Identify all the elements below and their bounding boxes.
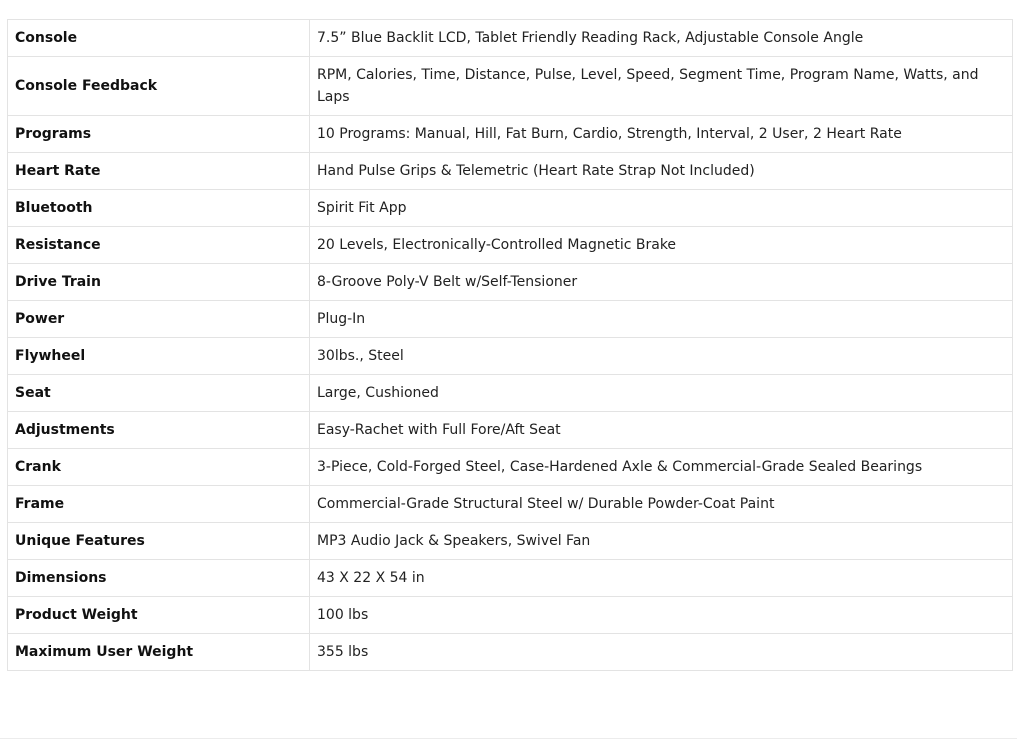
spec-value: 100 lbs [310, 597, 1013, 634]
spec-label: Frame [8, 486, 310, 523]
spec-value: Spirit Fit App [310, 190, 1013, 227]
spec-value: Plug-In [310, 301, 1013, 338]
table-row [8, 153, 1013, 190]
table-row [8, 523, 1013, 560]
spec-value: 7.5” Blue Backlit LCD, Tablet Friendly Reading Rack, Adjustable Console Angle [310, 20, 1013, 57]
table-row [8, 597, 1013, 634]
table-row [8, 116, 1013, 153]
table-row [8, 264, 1013, 301]
spec-label: Bluetooth [8, 190, 310, 227]
spec-label: Programs [8, 116, 310, 153]
spec-value: MP3 Audio Jack & Speakers, Swivel Fan [310, 523, 1013, 560]
spec-value: 20 Levels, Electronically-Controlled Magnetic Brake [310, 227, 1013, 264]
spec-label: Drive Train [8, 264, 310, 301]
spec-label: Unique Features [8, 523, 310, 560]
spec-value: 355 lbs [310, 634, 1013, 671]
spec-value: Easy-Rachet with Full Fore/Aft Seat [310, 412, 1013, 449]
table-row [8, 449, 1013, 486]
spec-label: Crank [8, 449, 310, 486]
spec-value: 10 Programs: Manual, Hill, Fat Burn, Cardio, Strength, Interval, 2 User, 2 Heart Rate [310, 116, 1013, 153]
spec-label: Console [8, 20, 310, 57]
spec-label: Flywheel [8, 338, 310, 375]
spec-label: Heart Rate [8, 153, 310, 190]
spec-value: 3-Piece, Cold-Forged Steel, Case-Hardened Axle & Commercial-Grade Sealed Bearings [310, 449, 1013, 486]
table-row [8, 338, 1013, 375]
table-row [8, 486, 1013, 523]
table-row [8, 190, 1013, 227]
specifications-table-body [8, 20, 1013, 671]
spec-label: Console Feedback [8, 57, 310, 116]
spec-label: Power [8, 301, 310, 338]
table-row [8, 634, 1013, 671]
spec-value: Large, Cushioned [310, 375, 1013, 412]
table-row [8, 412, 1013, 449]
spec-label: Dimensions [8, 560, 310, 597]
table-row [8, 57, 1013, 116]
spec-value: 30lbs., Steel [310, 338, 1013, 375]
page-divider [0, 738, 1017, 739]
spec-label: Product Weight [8, 597, 310, 634]
spec-value: 8-Groove Poly-V Belt w/Self-Tensioner [310, 264, 1013, 301]
spec-value: Commercial-Grade Structural Steel w/ Durable Powder-Coat Paint [310, 486, 1013, 523]
table-row [8, 560, 1013, 597]
spec-label: Adjustments [8, 412, 310, 449]
table-row [8, 301, 1013, 338]
specifications-table [7, 19, 1013, 671]
spec-label: Resistance [8, 227, 310, 264]
spec-label: Maximum User Weight [8, 634, 310, 671]
spec-value: RPM, Calories, Time, Distance, Pulse, Level, Speed, Segment Time, Program Name, Watts, and Laps [310, 57, 1013, 116]
table-row [8, 20, 1013, 57]
table-row [8, 375, 1013, 412]
spec-label: Seat [8, 375, 310, 412]
spec-value: 43 X 22 X 54 in [310, 560, 1013, 597]
table-row [8, 227, 1013, 264]
spec-value: Hand Pulse Grips & Telemetric (Heart Rate Strap Not Included) [310, 153, 1013, 190]
